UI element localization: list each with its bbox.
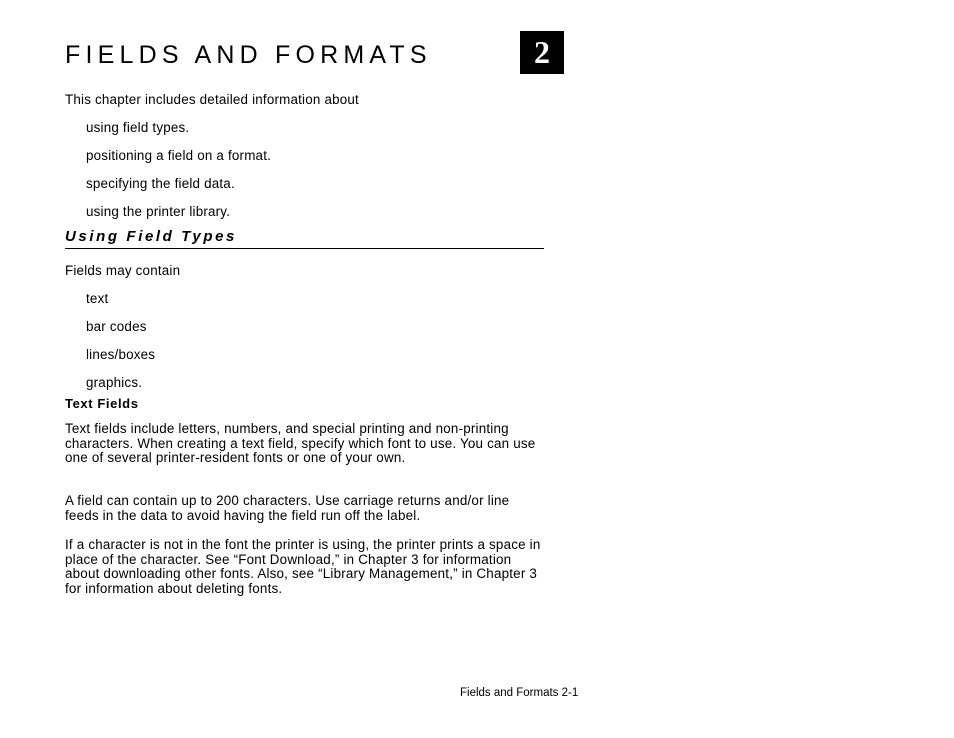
section-heading bbox=[65, 228, 544, 249]
paragraph: Text fields include letters, numbers, and special printing and non-printing characters. When creating a text field, specify which font to use. You can use one of several printer-resident fonts or one of your own. bbox=[65, 421, 536, 466]
intro-list-item: positioning a field on a format. bbox=[86, 148, 272, 163]
field-type-item: text bbox=[86, 291, 109, 306]
paragraph: If a character is not in the font the printer is using, the printer prints a space in place of the character. See “Font Download,” in Chapter 3 for information about downloading other fonts. Also, see “Library Management,” in Chapter 3 for information about deleting fonts. bbox=[65, 537, 541, 597]
section-lead: Fields may contain bbox=[65, 263, 181, 278]
intro-lead: This chapter includes detailed information about bbox=[65, 92, 359, 107]
section-heading-text: Using Field Types bbox=[65, 228, 238, 245]
subsection-heading: Text Fields bbox=[65, 396, 139, 411]
intro-list-item: using the printer library. bbox=[86, 204, 231, 219]
chapter-number-badge: 2 bbox=[520, 31, 564, 74]
field-type-item: lines/boxes bbox=[86, 347, 156, 362]
intro-list-item: specifying the field data. bbox=[86, 176, 235, 191]
intro-list-item: using field types. bbox=[86, 120, 190, 135]
paragraph: A field can contain up to 200 characters. Use carriage returns and/or line feeds in the data to avoid having the field run off the label. bbox=[65, 493, 510, 523]
field-type-item: graphics. bbox=[86, 375, 143, 390]
page-title: FIELDS AND FORMATS bbox=[65, 41, 432, 69]
page-footer: Fields and Formats 2-1 bbox=[460, 687, 579, 699]
field-type-item: bar codes bbox=[86, 319, 147, 334]
